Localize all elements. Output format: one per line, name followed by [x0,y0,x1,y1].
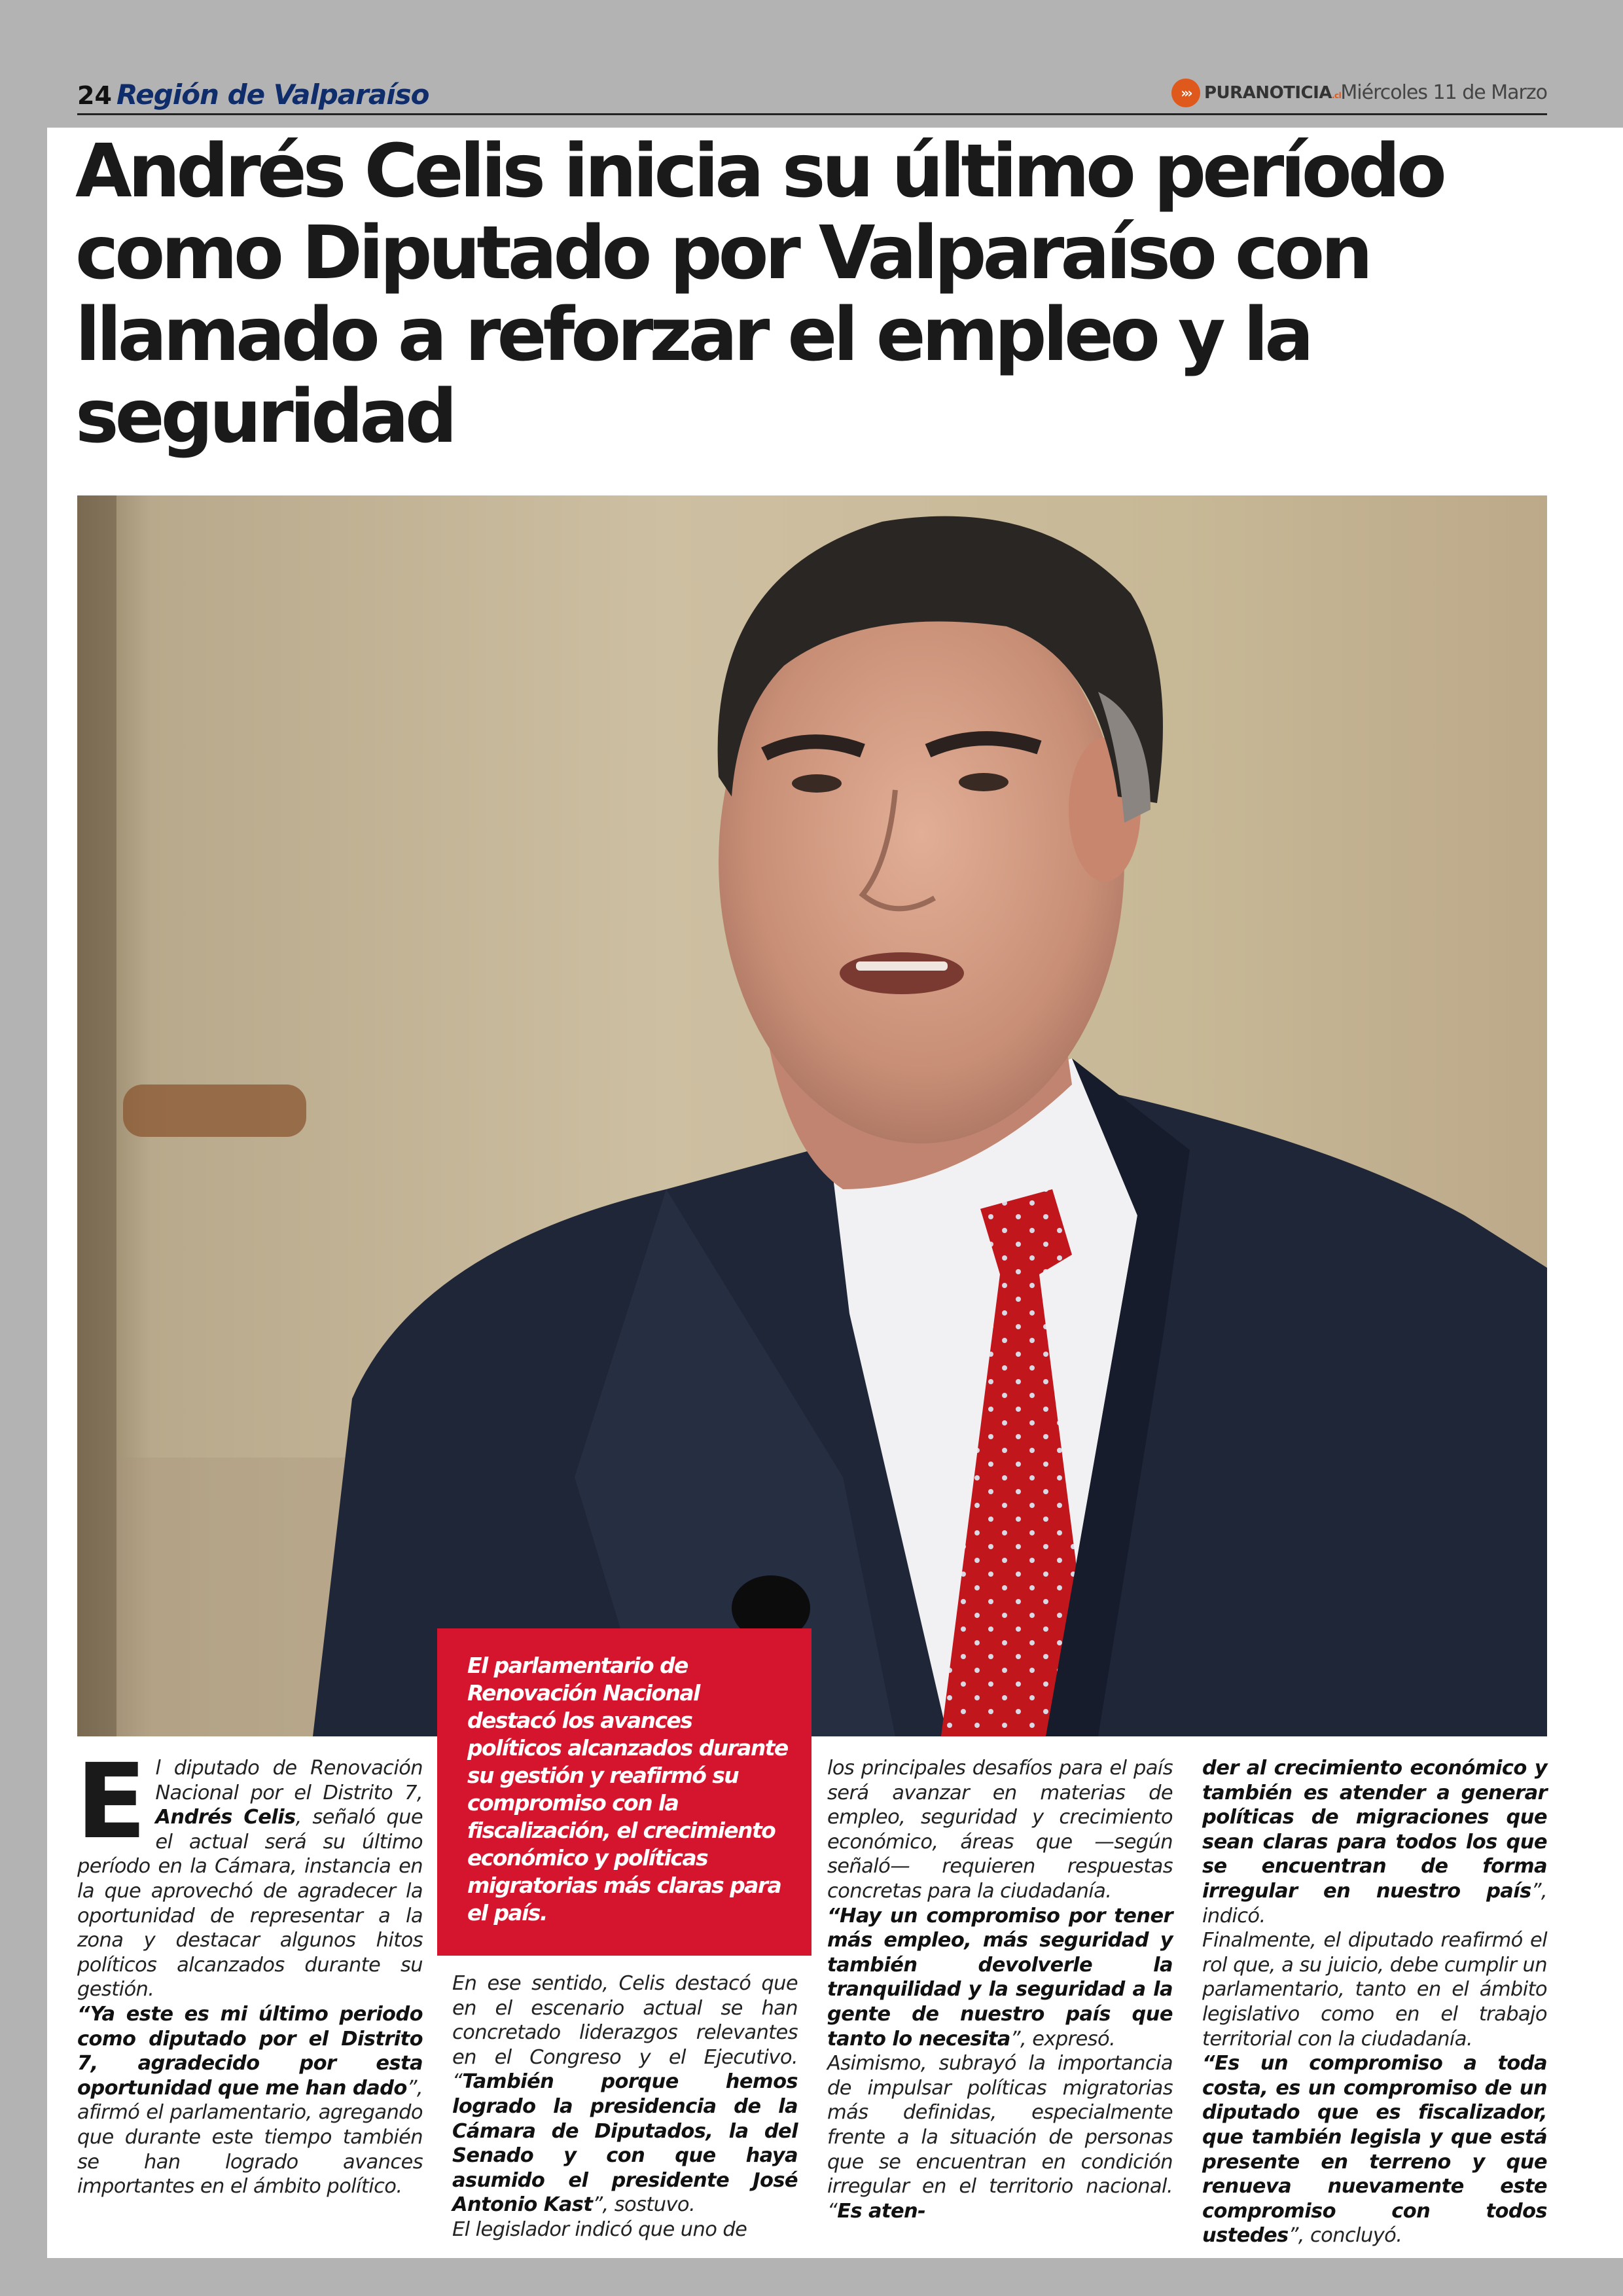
text-run: El legislador indicó que uno de [452,2217,747,2241]
paragraph [827,1904,1173,2052]
paragraph [827,2051,1173,2223]
arrows-icon: »› [1171,79,1200,107]
quote: También porque hemos logrado la presidencia de la Cámara de Diputados, la del Senado y con que haya asumido el presidente José Antonio Kast [452,2070,798,2217]
text-run: Finalmente, el diputado reafirmó el rol que, a su juicio, debe cumplir un parlamentario, tanto en el ámbito legislativo como en el trabajo territorial con la ciudadanía. [1202,1929,1547,2051]
text-run: Asimismo, subrayó la importancia de impulsar políticas migratorias más definidas, especialmente frente a la situación de personas que se encuentran en condición irregular en el territorio nacional. “ [827,2052,1173,2223]
text-run: ”, indicó. [1202,1879,1547,1928]
brand-suffix: .cl [1331,91,1342,100]
text-run: ”, sostuvo. [592,2193,696,2217]
paragraph [452,2217,798,2242]
brand-name [1204,83,1341,103]
drop-cap: E [76,1742,147,1862]
headline: Andrés Celis inicia su último período como Diputado por Valparaíso con llamado a reforzar el empleo y la seguridad [75,129,1443,459]
paragraph [77,2002,423,2199]
quote: “Es un compromiso a toda costa, es un compromiso de un diputado que es fiscalizador, que también legisla y que está presente en terreno y que renueva nuevamente este compromiso con todos ustedes [1202,2052,1547,2248]
issue-date: Miércoles 11 de Marzo [1340,81,1547,104]
quote: “Hay un compromiso por tener más empleo, más seguridad y también devolverle la tranquilidad y la seguridad a la gente de nuestro país que tanto lo necesita [827,1904,1173,2051]
page-number: 24 [77,81,112,110]
text-run: ”, concluyó. [1288,2224,1402,2248]
text-run: ”, expresó. [1010,2027,1116,2051]
article-column-3 [827,1756,1173,2223]
quote: Es aten- [837,2199,926,2223]
article-column-1 [76,1742,423,2199]
callout-text: El parlamentario de Renovación Nacional destacó los avances políticos alcanzados durante su gestión y reafirmó su compromiso con la fiscalización, el crecimiento económico y políticas migratorias más claras para el país. [467,1653,788,1926]
text-run: l diputado de Renovación Nacional por el Distrito 7, [155,1757,423,1804]
text-run: los principales desafíos para el país será avanzar en materias de empleo, seguridad y crecimiento económico, áreas que —según señaló— requieren respuestas concretas para la ciudadanía. [827,1757,1173,1903]
paragraph [1202,2051,1547,2248]
header-rule [77,113,1547,115]
paragraph [452,1971,798,2217]
text-run: En ese sentido, Celis destacó que en el escenario actual se han concretado liderazgos relevantes en el Congreso y el Ejecutivo. “ [452,1972,798,2094]
section-title: Región de Valparaíso [116,79,429,111]
person-name: Andrés Celis [155,1806,296,1829]
page-header [77,73,1547,115]
article-photo [77,495,1547,1736]
quote: der al crecimiento económico y también es atender a generar políticas de migraciones que sean claras para todos los que se encuentran de forma irregular en nuestro país [1202,1757,1547,1903]
callout-box [437,1628,812,1956]
text-run: ”, afirmó el parlamentario, agregando que durante este tiempo también se han logrado avances importantes en el ámbito político. [77,2076,423,2198]
paragraph [827,1756,1173,1904]
brand-wordmark: PURANOTICIA [1204,83,1332,103]
paragraph [1202,1928,1547,2051]
article-column-4 [1202,1756,1547,2248]
text-run: , señaló que el actual será su último período en la Cámara, instancia en la que aprovechó de agradecer la oportunidad de representar a la zona y destacar algunos hitos políticos alcanzados durante su gestión. [77,1806,423,2001]
paragraph [1202,1756,1547,1928]
article-column-2 [452,1971,798,2242]
quote: “Ya este es mi último periodo como diputado por el Distrito 7, agradecido por esta oportunidad que me han dado [77,2002,423,2100]
